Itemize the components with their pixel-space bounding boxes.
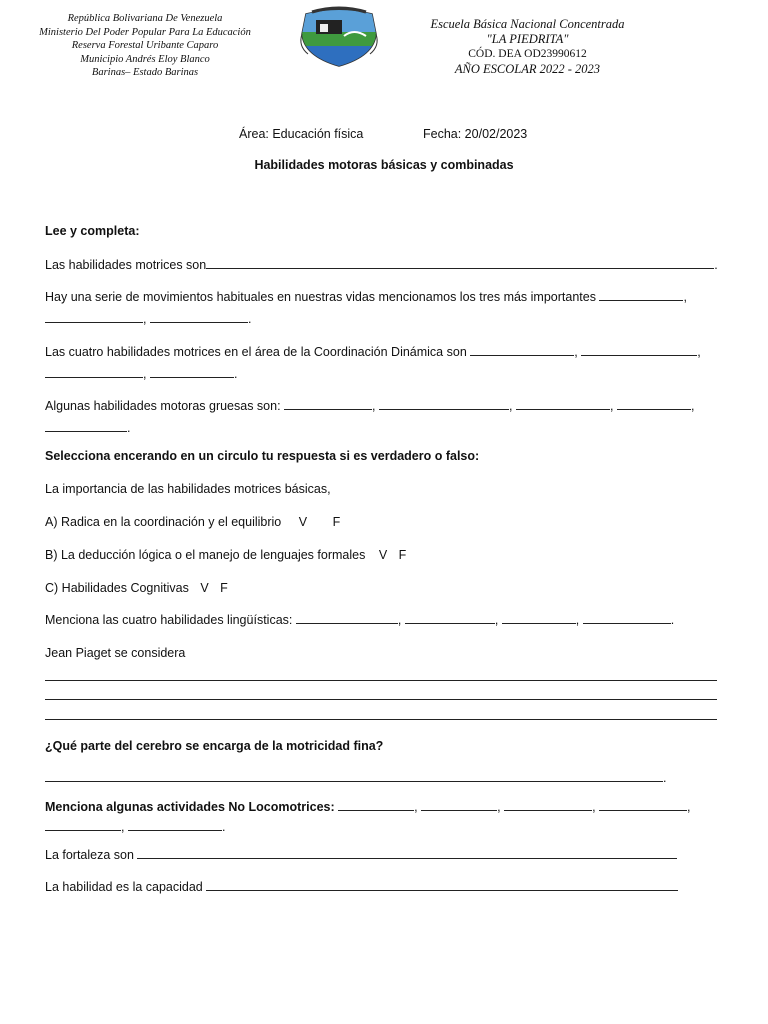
question-2-sep: , [683, 290, 687, 304]
question-4-sep: , [609, 399, 614, 413]
option-a-true[interactable]: V [298, 515, 308, 529]
answer-blank[interactable] [581, 343, 697, 356]
question-1-end: . [714, 258, 718, 272]
question-4-end: . [127, 421, 131, 435]
answer-blank[interactable] [599, 798, 687, 811]
answer-blank[interactable] [206, 878, 678, 891]
question-9-text: La fortaleza son [45, 848, 134, 862]
option-b-text: B) La deducción lógica o el manejo de lenguajes formales [45, 548, 366, 562]
answer-blank[interactable] [150, 365, 234, 378]
question-1-text: Las habilidades motrices son [45, 258, 207, 272]
school-nickname: "LA PIEDRITA" [486, 32, 569, 46]
school-crest-icon [294, 6, 384, 68]
answer-blank[interactable] [45, 365, 143, 378]
question-10-text: La habilidad es la capacidad [45, 880, 203, 894]
header-institution-block [30, 12, 260, 80]
question-3-end: . [233, 367, 238, 381]
question-4-cont [45, 417, 735, 439]
answer-blank[interactable] [502, 611, 576, 624]
header-left-line-3: Reserva Forestal Uribante Caparo [71, 40, 219, 51]
question-2-sep: , [143, 312, 147, 326]
answer-blank[interactable] [45, 310, 143, 323]
question-10 [45, 876, 735, 898]
answer-blank[interactable] [583, 611, 671, 624]
question-3-sep: , [143, 367, 147, 381]
question-8 [45, 796, 735, 818]
question-9 [45, 844, 735, 866]
question-8-sep: , [414, 800, 418, 814]
question-3-cont [45, 363, 735, 385]
question-3-text: Las cuatro habilidades motrices en el área de la Coordinación Dinámica son [45, 345, 467, 359]
question-8-sep: , [687, 800, 691, 814]
question-7-answer [45, 767, 735, 789]
worksheet-title: Habilidades motoras básicas y combinadas [254, 158, 514, 172]
question-3 [45, 341, 735, 363]
question-4-text: Algunas habilidades motoras gruesas son: [45, 399, 281, 413]
question-5-text: Menciona las cuatro habilidades lingüísticas: [45, 613, 293, 627]
question-2 [45, 286, 735, 308]
question-8-text: Menciona algunas actividades No Locomotrices: [45, 800, 335, 814]
header-left-line-4: Municipio Andrés Eloy Blanco [80, 53, 210, 65]
school-code: CÓD. DEA OD23990612 [468, 48, 587, 60]
option-c-text: C) Habilidades Cognitivas [45, 581, 189, 595]
option-b-false[interactable]: F [398, 548, 407, 562]
header-left-line-2: Ministerio Del Poder Popular Para La Educación [39, 26, 251, 38]
section-intro: Lee y completa: [45, 224, 140, 238]
question-5 [45, 609, 735, 631]
answer-blank[interactable] [206, 256, 714, 269]
header-school-block [415, 17, 640, 77]
answer-blank[interactable] [137, 846, 677, 859]
date-label: Fecha: 20/02/2023 [423, 127, 528, 141]
answer-blank[interactable] [504, 798, 592, 811]
answer-blank[interactable] [470, 343, 574, 356]
question-7-end: . [663, 771, 667, 785]
answer-blank[interactable] [128, 818, 222, 831]
importance-statement: La importancia de las habilidades motrices básicas, [45, 482, 331, 496]
question-5-end: . [670, 613, 675, 627]
question-5-sep: , [494, 613, 499, 627]
question-8-end: . [221, 820, 226, 834]
answer-blank[interactable] [405, 611, 495, 624]
answer-blank[interactable] [284, 397, 372, 410]
question-5-sep: , [397, 613, 402, 627]
option-a-false[interactable]: F [332, 515, 341, 529]
option-a-row [45, 511, 735, 533]
question-2-cont [45, 308, 735, 330]
area-label: Área: Educación física [239, 127, 364, 141]
school-name: Escuela Básica Nacional Concentrada [430, 17, 625, 31]
question-5-sep: , [575, 613, 580, 627]
option-c-true[interactable]: V [200, 581, 209, 595]
question-4-sep: , [690, 399, 695, 413]
question-8-sep: , [497, 800, 501, 814]
option-a-text: A) Radica en la coordinación y el equilibrio [45, 515, 282, 529]
answer-blank[interactable] [338, 798, 414, 811]
question-6-text: Jean Piaget se considera [45, 646, 186, 660]
true-false-instructions: Selecciona encerando en un circulo tu respuesta si es verdadero o falso: [45, 449, 480, 463]
answer-line[interactable] [45, 680, 717, 681]
question-8-cont [45, 816, 735, 838]
question-4 [45, 395, 735, 417]
question-7-text: ¿Qué parte del cerebro se encarga de la motricidad fina? [45, 739, 384, 753]
answer-blank[interactable] [45, 818, 121, 831]
answer-blank[interactable] [45, 769, 663, 782]
question-8-sep: , [592, 800, 596, 814]
school-year: AÑO ESCOLAR 2022 - 2023 [454, 62, 601, 76]
header-left-line-1: República Bolivariana De Venezuela [67, 13, 223, 24]
question-4-sep: , [372, 399, 376, 413]
answer-blank[interactable] [150, 310, 248, 323]
question-2-end: . [247, 312, 252, 326]
header-left-line-5: Barinas– Estado Barinas [91, 67, 199, 78]
answer-blank[interactable] [379, 397, 509, 410]
answer-line[interactable] [45, 699, 717, 700]
question-3-sep: , [574, 345, 578, 359]
question-1 [45, 254, 735, 276]
answer-blank[interactable] [617, 397, 691, 410]
question-8-sep: , [121, 820, 125, 834]
question-4-sep: , [509, 399, 513, 413]
answer-line[interactable] [45, 719, 717, 720]
answer-blank[interactable] [45, 419, 127, 432]
answer-blank[interactable] [599, 288, 683, 301]
option-b-true[interactable]: V [378, 548, 388, 562]
option-c-false[interactable]: F [220, 581, 228, 595]
question-3-sep: , [697, 345, 701, 359]
answer-blank[interactable] [421, 798, 497, 811]
answer-blank[interactable] [516, 397, 610, 410]
question-2-text: Hay una serie de movimientos habituales en nuestras vidas mencionamos los tres más importantes [45, 290, 596, 304]
option-c-row [45, 577, 735, 599]
option-b-row [45, 544, 735, 566]
answer-blank[interactable] [296, 611, 398, 624]
